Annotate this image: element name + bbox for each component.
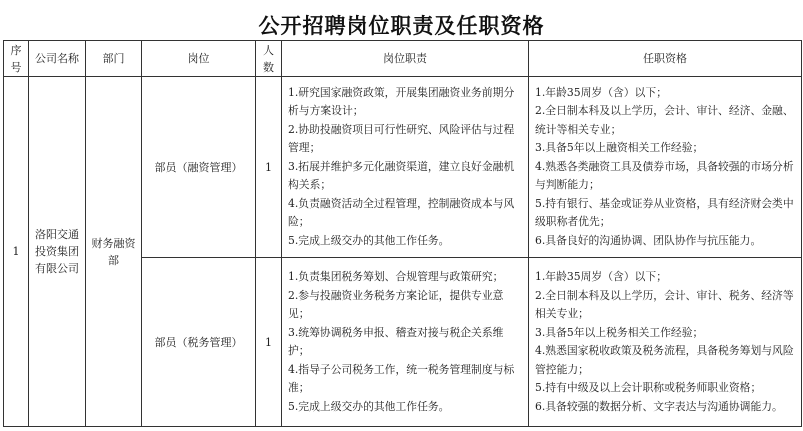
qualification-item: 5.持有银行、基金或证券从业资格，具有经济财会类中级职称者优先； [535, 196, 794, 229]
company-cell: 洛阳交通投资集团有限公司 [29, 77, 86, 427]
recruitment-table [3, 40, 802, 427]
duties-cell [282, 77, 529, 258]
header-count: 人数 [256, 41, 282, 77]
qualification-item: 3.具备5年以上融资相关工作经验； [535, 141, 704, 155]
qualification-item: 6.具备较强的数据分析、文字表达与沟通协调能力。 [535, 399, 783, 413]
qualification-item: 6.具备良好的沟通协调、团队协作与抗压能力。 [535, 233, 762, 247]
duty-item: 3.拓展并维护多元化融资渠道，建立良好金融机构关系； [288, 159, 515, 192]
position-cell: 部员（融资管理） [142, 77, 256, 258]
qualification-item: 2.全日制本科及以上学历，会计、审计、经济、金融、统计等相关专业； [535, 104, 794, 136]
header-position: 岗位 [142, 41, 256, 77]
qualification-item: 4.熟悉各类融资工具及债券市场，具备较强的市场分析与判断能力； [535, 159, 794, 192]
qualification-item: 1.年龄35周岁（含）以下； [535, 270, 668, 283]
qualification-item: 2.全日制本科及以上学历，会计、审计、税务、经济等相关专业； [535, 288, 794, 320]
duty-item: 4.负责融资活动全过程管理，控制融资成本与风险； [288, 196, 515, 229]
count-cell: 1 [256, 77, 282, 258]
duty-item: 1.负责集团税务筹划、合规管理与政策研究； [288, 270, 504, 283]
qualification-item: 1.年龄35周岁（含）以下； [535, 85, 668, 99]
page-title: 公开招聘岗位职责及任职资格 [258, 14, 545, 38]
header-duties: 岗位职责 [282, 41, 529, 77]
duty-item: 1.研究国家融资政策，开展集团融资业务前期分析与方案设计； [288, 85, 515, 118]
duty-item: 2.协助投融资项目可行性研究、风险评估与过程管理； [288, 122, 515, 155]
header-row [4, 41, 802, 77]
header-qualifications: 任职资格 [529, 41, 802, 77]
table-row [4, 77, 802, 258]
count-cell: 1 [256, 258, 282, 427]
header-company: 公司名称 [29, 41, 86, 77]
qualification-item: 4.熟悉国家税收政策及税务流程，具备税务筹划与风险管控能力； [535, 344, 794, 376]
seq-cell: 1 [4, 77, 29, 427]
position-cell: 部员（税务管理） [142, 258, 256, 427]
header-department: 部门 [86, 41, 142, 77]
header-seq: 序号 [4, 41, 29, 77]
qualifications-cell [529, 77, 802, 258]
department-cell: 财务融资部 [86, 77, 142, 427]
qualification-item: 3.具备5年以上税务相关工作经验； [535, 325, 704, 339]
qualifications-cell [529, 258, 802, 427]
duties-cell [282, 258, 529, 427]
duty-item: 5.完成上级交办的其他工作任务。 [288, 399, 450, 413]
duty-item: 3.统筹协调税务申报、稽查对接与税企关系维护； [288, 325, 504, 357]
qualification-item: 5.持有中级及以上会计职称或税务师职业资格； [535, 381, 762, 394]
duty-item: 5.完成上级交办的其他工作任务。 [288, 233, 450, 247]
duty-item: 2.参与投融资业务税务方案论证，提供专业意见； [288, 288, 504, 320]
duty-item: 4.指导子公司税务工作，统一税务管理制度与标准； [288, 362, 515, 394]
